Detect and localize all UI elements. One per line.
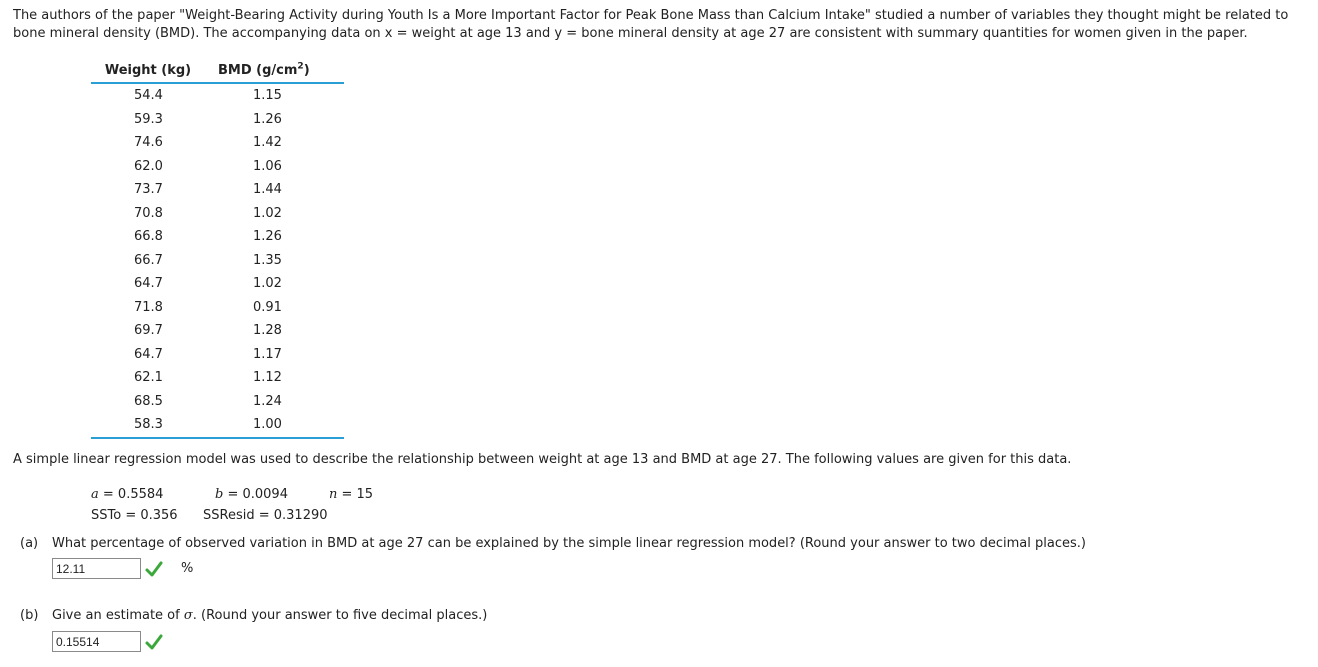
table-row bbox=[91, 225, 344, 249]
percent-unit: % bbox=[181, 561, 194, 576]
weight-cell: 69.7 bbox=[134, 323, 163, 339]
stat-n-symbol: n bbox=[329, 487, 338, 502]
weight-cell: 62.0 bbox=[134, 158, 163, 174]
answer-a-row bbox=[52, 558, 193, 579]
stat-b bbox=[215, 484, 288, 505]
stat-n-value: = 15 bbox=[337, 487, 374, 502]
question-a-label: (a) bbox=[20, 536, 39, 551]
bmd-cell: 1.42 bbox=[253, 135, 282, 151]
sigma-symbol: σ bbox=[183, 608, 193, 623]
bmd-column-header bbox=[205, 58, 344, 83]
bmd-header-superscript: 2 bbox=[297, 61, 304, 72]
table-row bbox=[91, 83, 344, 108]
question-b-label: (b) bbox=[20, 608, 39, 623]
table-row bbox=[91, 296, 344, 320]
question-a bbox=[20, 536, 1086, 551]
bmd-cell: 1.02 bbox=[253, 205, 282, 221]
table-row bbox=[91, 178, 344, 202]
table-row bbox=[91, 249, 344, 273]
bmd-header-close: ) bbox=[303, 62, 310, 78]
table-row bbox=[91, 343, 344, 367]
bmd-cell: 1.02 bbox=[253, 276, 282, 292]
table-row bbox=[91, 202, 344, 226]
bmd-cell: 1.35 bbox=[253, 252, 282, 268]
weight-cell: 71.8 bbox=[134, 299, 163, 315]
bmd-cell: 1.26 bbox=[253, 229, 282, 245]
table-row bbox=[91, 319, 344, 343]
stat-a bbox=[91, 484, 163, 505]
weight-cell: 66.7 bbox=[134, 252, 163, 268]
stat-a-symbol: a bbox=[91, 487, 99, 502]
table-row bbox=[91, 108, 344, 132]
weight-cell: 66.8 bbox=[134, 229, 163, 245]
correct-check-icon bbox=[145, 561, 163, 577]
table-row bbox=[91, 155, 344, 179]
question-b bbox=[20, 608, 487, 623]
bmd-cell: 1.06 bbox=[253, 158, 282, 174]
model-description: A simple linear regression model was used to describe the relationship between weight at age 13 and BMD at age 27. The following values are given for this data. bbox=[13, 452, 1072, 467]
weight-cell: 68.5 bbox=[134, 393, 163, 409]
stat-ssto: SSTo = 0.356 bbox=[91, 508, 178, 523]
weight-cell: 64.7 bbox=[134, 346, 163, 362]
bmd-cell: 1.28 bbox=[253, 323, 282, 339]
bmd-header-text: BMD (g/cm bbox=[218, 62, 298, 78]
bmd-cell: 1.44 bbox=[253, 182, 282, 198]
table-row bbox=[91, 390, 344, 414]
weight-cell: 62.1 bbox=[134, 370, 163, 386]
bmd-cell: 1.26 bbox=[253, 111, 282, 127]
question-a-text: What percentage of observed variation in BMD at age 27 can be explained by the simple linear regression model? (Round your answer to two decimal places.) bbox=[52, 536, 1086, 551]
bmd-cell: 1.15 bbox=[253, 88, 282, 104]
table-row bbox=[91, 131, 344, 155]
answer-b-input[interactable] bbox=[52, 631, 141, 652]
stat-n bbox=[329, 484, 373, 505]
bmd-cell: 1.17 bbox=[253, 346, 282, 362]
bmd-cell: 1.00 bbox=[205, 413, 344, 438]
weight-column-header: Weight (kg) bbox=[91, 58, 205, 83]
stat-b-value: = 0.0094 bbox=[223, 487, 288, 502]
table-header-row bbox=[91, 58, 344, 83]
question-b-text-after: . (Round your answer to five decimal places.) bbox=[192, 608, 488, 623]
intro-paragraph: The authors of the paper "Weight-Bearing Activity during Youth Is a More Important Factor for Peak Bone Mass than Calcium Intake" studied a number of variables they thought might be related to bone mineral density (BMD). The accompanying data on x = weight at age 13 and y = bone mineral density at age 27 are consistent with summary quantities for women given in the paper. bbox=[13, 8, 1289, 41]
answer-a-input[interactable] bbox=[52, 558, 141, 579]
answer-b-row bbox=[52, 631, 163, 652]
weight-cell: 73.7 bbox=[134, 182, 163, 198]
stat-b-symbol: b bbox=[215, 487, 224, 502]
table-row bbox=[91, 413, 344, 438]
weight-cell: 74.6 bbox=[134, 135, 163, 151]
table-row bbox=[91, 272, 344, 296]
bmd-cell: 1.24 bbox=[253, 393, 282, 409]
weight-cell: 54.4 bbox=[134, 88, 163, 104]
data-table bbox=[91, 58, 344, 439]
correct-check-icon bbox=[145, 634, 163, 650]
bmd-cell: 1.12 bbox=[253, 370, 282, 386]
table-row bbox=[91, 366, 344, 390]
weight-cell: 70.8 bbox=[134, 205, 163, 221]
question-b-text-before: Give an estimate of bbox=[52, 608, 184, 623]
stat-a-value: = 0.5584 bbox=[98, 487, 164, 502]
weight-cell: 59.3 bbox=[134, 111, 163, 127]
weight-cell: 64.7 bbox=[134, 276, 163, 292]
bmd-cell: 0.91 bbox=[253, 299, 282, 315]
table-body bbox=[91, 83, 344, 438]
weight-cell: 58.3 bbox=[91, 413, 205, 438]
stat-ssresid: SSResid = 0.31290 bbox=[203, 508, 328, 523]
